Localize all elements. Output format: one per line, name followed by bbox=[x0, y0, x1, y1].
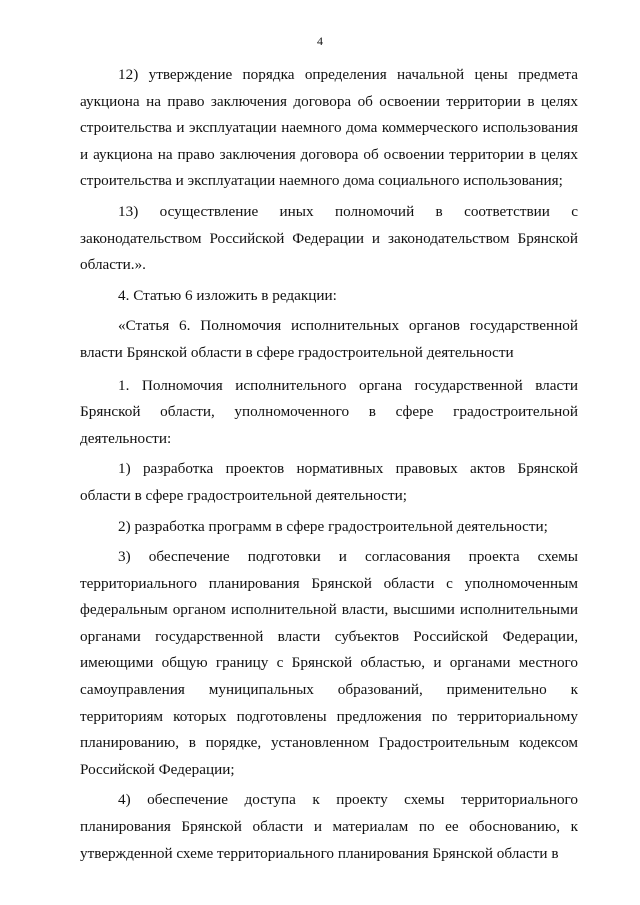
article-6-heading: «Статья 6. Полномочия исполнительных органов государственной власти Брянской области в сфере градостроительной деятельности bbox=[80, 317, 578, 361]
document-body bbox=[80, 62, 578, 867]
item-1-paragraph: 1) разработка проектов нормативных правовых актов Брянской области в сфере градостроительной деятельности; bbox=[80, 460, 578, 504]
item-12-paragraph: 12) утверждение порядка определения начальной цены предмета аукциона на право заключения договора об освоении территории в целях строительства и эксплуатации наемного дома коммерческого использования и аукциона на право заключения договора об освоении территории в целях строительства и эксплуатации наемного дома социального использования; bbox=[80, 66, 578, 190]
clause-1-intro: 1. Полномочия исполнительного органа государственной власти Брянской области, уполномоченного в сфере градостроительной деятельности: bbox=[80, 376, 578, 447]
amendment-instruction: 4. Статью 6 изложить в редакции: bbox=[118, 286, 337, 304]
item-4-paragraph: 4) обеспечение доступа к проекту схемы территориального планирования Брянской области и материалам по ее обоснованию, к утвержденной схеме территориального планирования Брянской области в bbox=[80, 791, 578, 862]
page-number: 4 bbox=[317, 34, 323, 48]
item-3-paragraph: 3) обеспечение подготовки и согласования проекта схемы территориального планирования Брянской области с уполномоченным федеральным органом исполнительной власти, высшими исполнительными органами государственной власти субъектов Российской Федерации, имеющими общую границу с Брянской областью, и органами местного самоуправления муниципальных образований, применительно к территориям которых подготовлены предложения по территориальному планированию, в порядке, установленном Градостроительным кодексом Российской Федерации; bbox=[80, 548, 578, 778]
item-13-paragraph: 13) осуществление иных полномочий в соответствии с законодательством Российской Федерации и законодательством Брянской области.». bbox=[80, 202, 578, 274]
item-2-paragraph: 2) разработка программ в сфере градостроительной деятельности; bbox=[118, 517, 548, 535]
